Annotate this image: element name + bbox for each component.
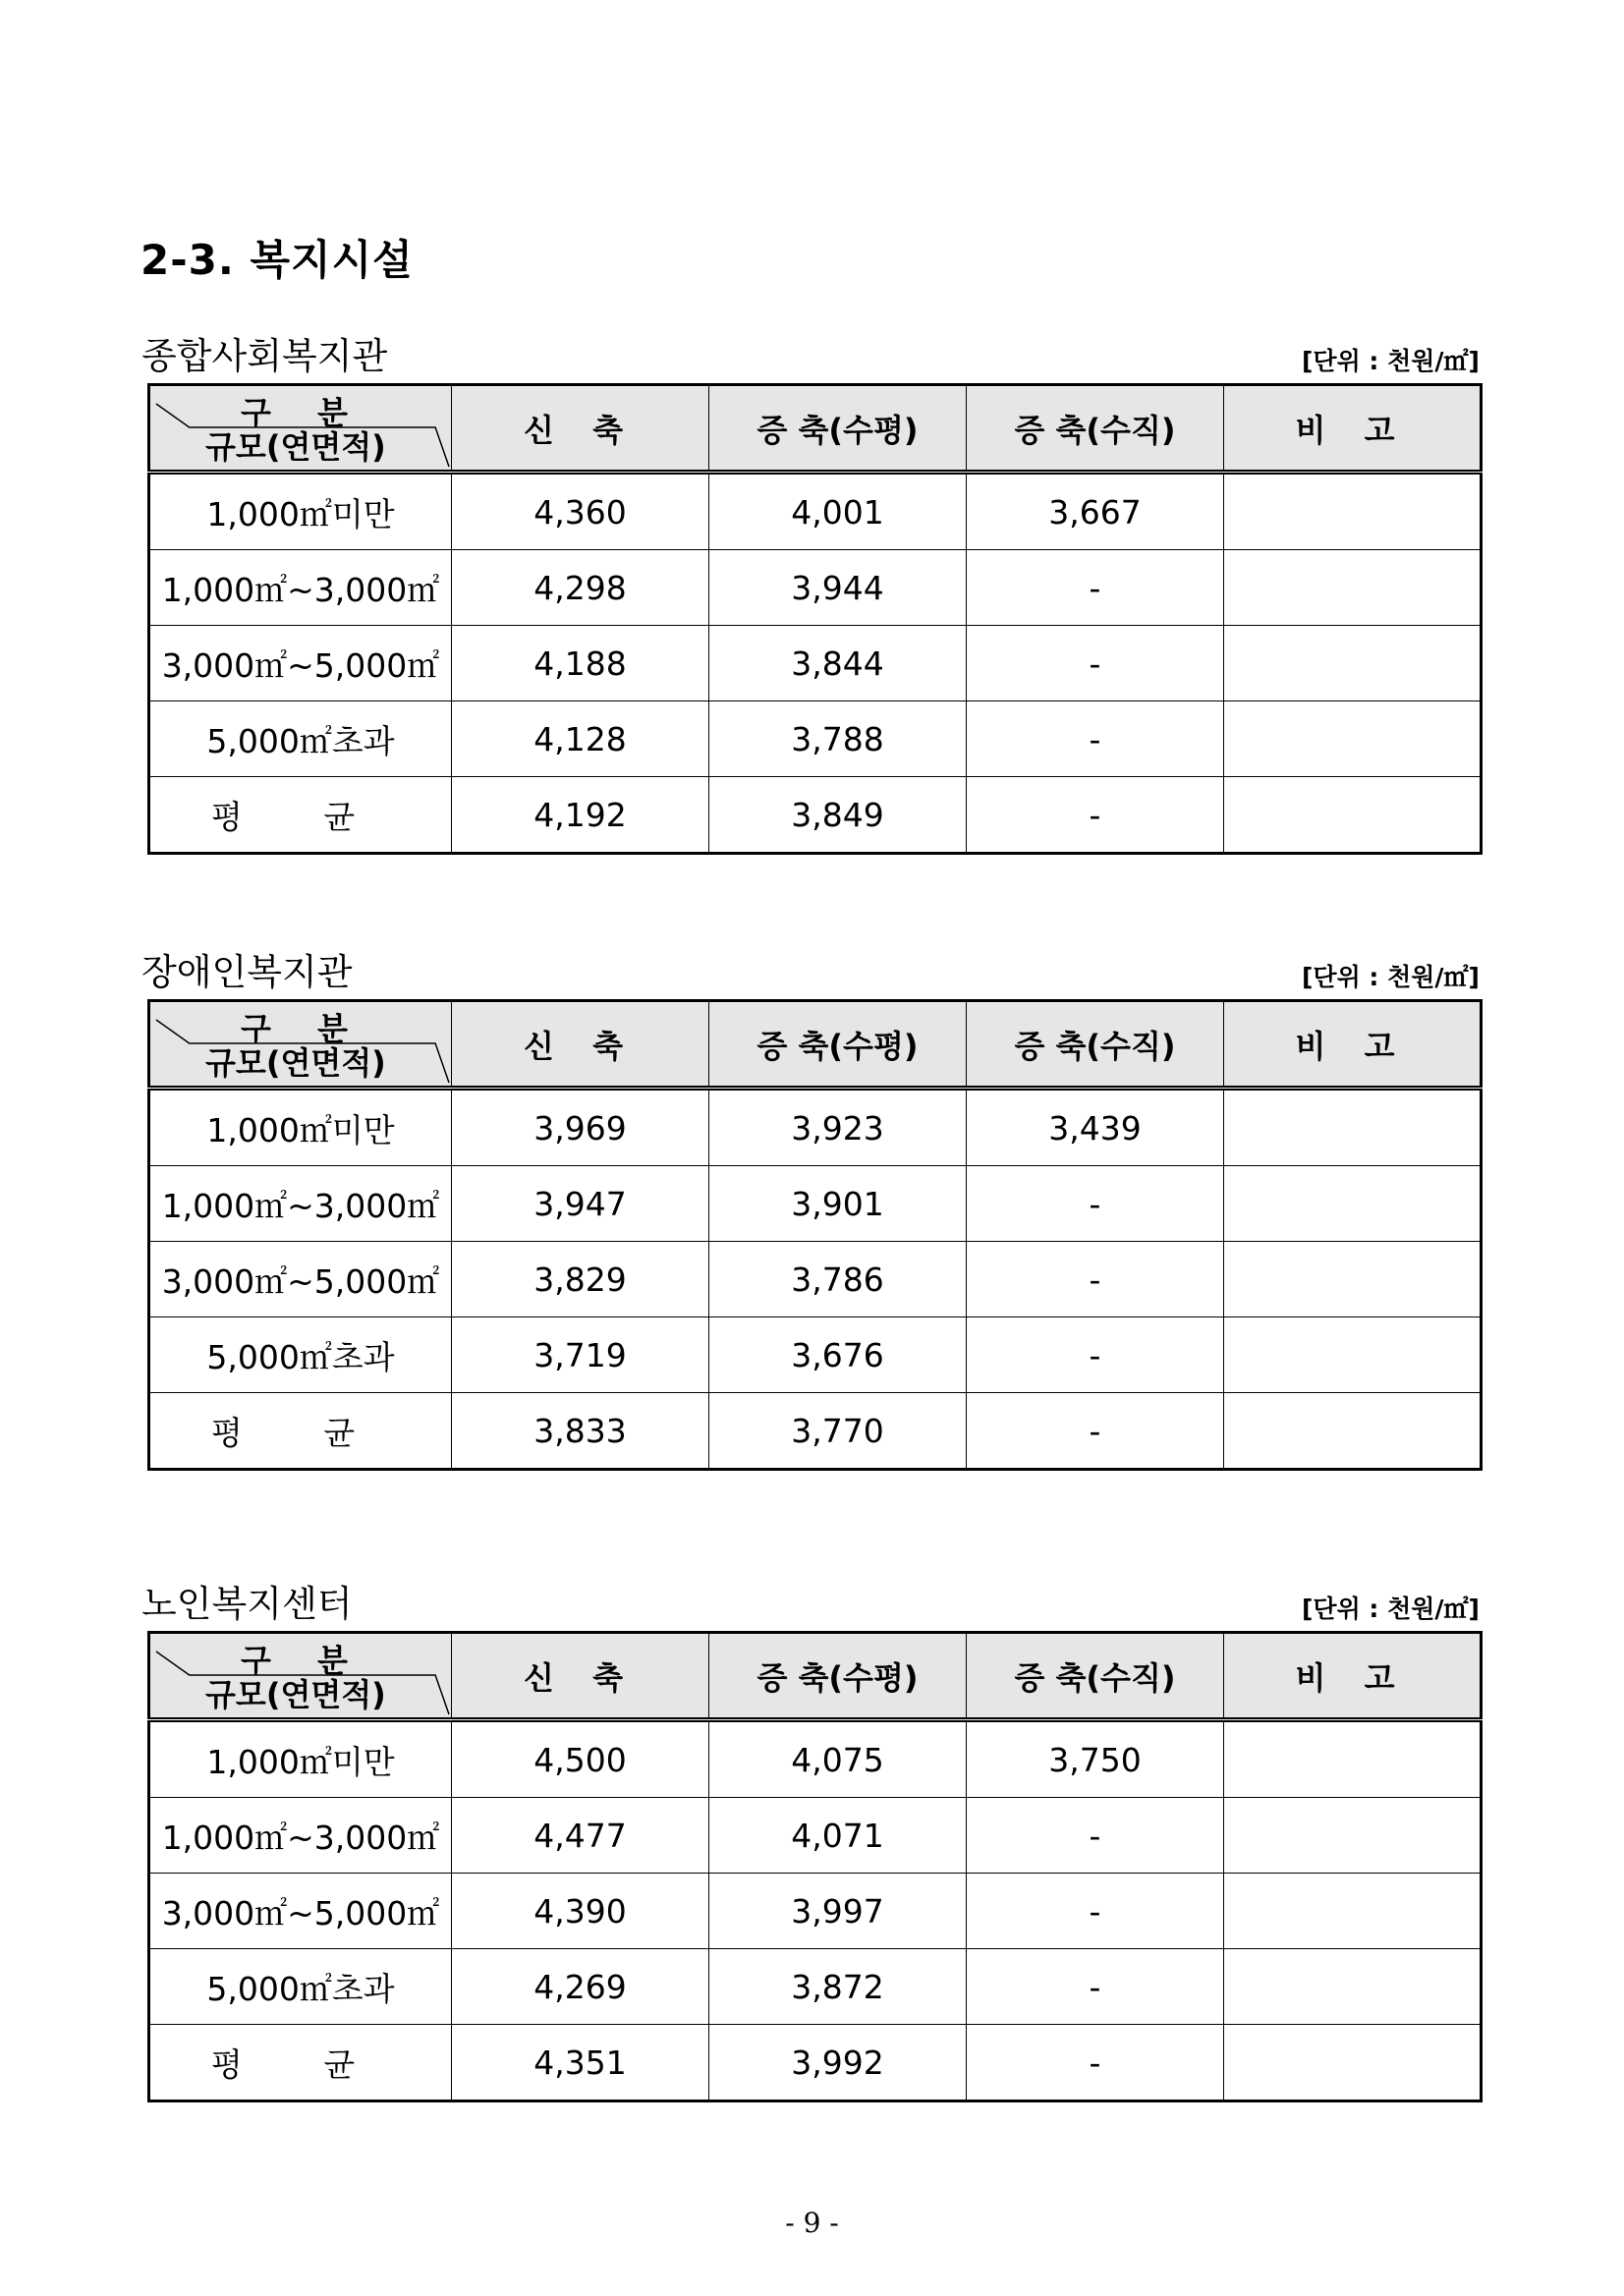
section-header: [141, 1582, 1480, 1631]
table-row: [149, 701, 1482, 777]
cell-new: 4,360: [452, 473, 709, 550]
diag-bottom-label: 규모(연면적): [205, 1676, 386, 1713]
table-row-average: [149, 1393, 1482, 1470]
page-number: - 9 -: [785, 2207, 839, 2239]
section-general-welfare: [141, 334, 1480, 855]
cell-vertical: -: [967, 1166, 1224, 1242]
row-label: 3,000㎡~5,000㎡: [149, 1242, 452, 1317]
cell-horizontal: 3,788: [709, 701, 967, 777]
cell-new: 3,947: [452, 1166, 709, 1242]
cell-vertical: 3,667: [967, 473, 1224, 550]
col-header-remarks: 비 고: [1224, 385, 1482, 473]
cell-vertical: -: [967, 1393, 1224, 1470]
cell-vertical: 3,750: [967, 1720, 1224, 1798]
cell-vertical: -: [967, 701, 1224, 777]
cell-horizontal: 4,001: [709, 473, 967, 550]
col-header-horizontal: 증 축(수평): [709, 1001, 967, 1089]
diagonal-header-cell: [149, 1633, 452, 1720]
row-label: 평 균: [149, 777, 452, 854]
cell-remarks: [1224, 1393, 1482, 1470]
cell-vertical: -: [967, 1949, 1224, 2025]
table-row: [149, 1720, 1482, 1798]
row-label: 3,000㎡~5,000㎡: [149, 626, 452, 701]
row-label: 평 균: [149, 1393, 452, 1470]
cell-new: 4,477: [452, 1798, 709, 1874]
table-row: [149, 1317, 1482, 1393]
section-disabled-welfare: [141, 950, 1480, 1471]
cell-new: 4,500: [452, 1720, 709, 1798]
cell-vertical: -: [967, 1874, 1224, 1949]
cell-vertical: -: [967, 550, 1224, 626]
diagonal-header-cell: [149, 385, 452, 473]
cost-table: [147, 999, 1483, 1471]
diag-top-label: 구 분: [241, 394, 365, 431]
col-header-horizontal: 증 축(수평): [709, 385, 967, 473]
table-header-row: [149, 1001, 1482, 1089]
table-row: [149, 1089, 1482, 1166]
table-header-row: [149, 385, 1482, 473]
cell-horizontal: 3,923: [709, 1089, 967, 1166]
cell-remarks: [1224, 473, 1482, 550]
col-header-horizontal: 증 축(수평): [709, 1633, 967, 1720]
cell-horizontal: 3,992: [709, 2025, 967, 2101]
diag-top-label: 구 분: [241, 1642, 365, 1679]
table-row: [149, 1949, 1482, 2025]
cell-remarks: [1224, 1720, 1482, 1798]
row-label: 1,000㎡~3,000㎡: [149, 1166, 452, 1242]
col-header-vertical: 증 축(수직): [967, 1001, 1224, 1089]
row-label: 1,000㎡~3,000㎡: [149, 1798, 452, 1874]
diag-bottom-label: 규모(연면적): [205, 428, 386, 466]
page-title: 2-3. 복지시설: [140, 236, 414, 284]
diagonal-header-cell: [149, 1001, 452, 1089]
cell-horizontal: 3,770: [709, 1393, 967, 1470]
cell-new: 4,192: [452, 777, 709, 854]
cell-new: 3,719: [452, 1317, 709, 1393]
table-row: [149, 1166, 1482, 1242]
cell-remarks: [1224, 701, 1482, 777]
col-header-vertical: 증 축(수직): [967, 385, 1224, 473]
cell-horizontal: 3,849: [709, 777, 967, 854]
cell-horizontal: 3,997: [709, 1874, 967, 1949]
unit-label: [단위 : 천원/㎡]: [1302, 347, 1480, 375]
unit-label: [단위 : 천원/㎡]: [1302, 963, 1480, 991]
row-label: 1,000㎡~3,000㎡: [149, 550, 452, 626]
table-row: [149, 473, 1482, 550]
cell-new: 4,269: [452, 1949, 709, 2025]
section-senior-welfare: [141, 1582, 1480, 2102]
section-header: [141, 334, 1480, 383]
cell-horizontal: 4,075: [709, 1720, 967, 1798]
cell-horizontal: 3,844: [709, 626, 967, 701]
cell-vertical: -: [967, 1317, 1224, 1393]
row-label: 5,000㎡초과: [149, 1317, 452, 1393]
cell-new: 3,833: [452, 1393, 709, 1470]
cell-vertical: 3,439: [967, 1089, 1224, 1166]
cell-remarks: [1224, 1317, 1482, 1393]
cell-new: 4,390: [452, 1874, 709, 1949]
section-title: 종합사회복지관: [141, 335, 388, 377]
cell-vertical: -: [967, 2025, 1224, 2101]
cell-remarks: [1224, 626, 1482, 701]
cost-table: [147, 1631, 1483, 2102]
row-label: 5,000㎡초과: [149, 701, 452, 777]
table-row: [149, 1242, 1482, 1317]
row-label: 3,000㎡~5,000㎡: [149, 1874, 452, 1949]
cell-new: 4,128: [452, 701, 709, 777]
section-header: [141, 950, 1480, 999]
col-header-vertical: 증 축(수직): [967, 1633, 1224, 1720]
cell-remarks: [1224, 550, 1482, 626]
cell-vertical: -: [967, 777, 1224, 854]
row-label: 1,000㎡미만: [149, 1720, 452, 1798]
row-label: 평 균: [149, 2025, 452, 2101]
section-title: 노인복지센터: [141, 1583, 353, 1625]
cell-new: 4,298: [452, 550, 709, 626]
diag-top-label: 구 분: [241, 1010, 365, 1047]
table-row-average: [149, 2025, 1482, 2101]
cell-remarks: [1224, 1949, 1482, 2025]
cell-horizontal: 3,872: [709, 1949, 967, 2025]
table-row: [149, 626, 1482, 701]
cell-remarks: [1224, 2025, 1482, 2101]
cell-new: 4,351: [452, 2025, 709, 2101]
table-row: [149, 550, 1482, 626]
table-row-average: [149, 777, 1482, 854]
col-header-new: 신 축: [452, 1001, 709, 1089]
row-label: 1,000㎡미만: [149, 1089, 452, 1166]
cell-remarks: [1224, 1166, 1482, 1242]
cell-horizontal: 3,786: [709, 1242, 967, 1317]
cost-table: [147, 383, 1483, 855]
row-label: 1,000㎡미만: [149, 473, 452, 550]
cell-new: 3,829: [452, 1242, 709, 1317]
cell-horizontal: 3,944: [709, 550, 967, 626]
cell-remarks: [1224, 1242, 1482, 1317]
cell-vertical: -: [967, 626, 1224, 701]
cell-remarks: [1224, 1798, 1482, 1874]
cell-remarks: [1224, 1089, 1482, 1166]
cell-new: 4,188: [452, 626, 709, 701]
col-header-remarks: 비 고: [1224, 1001, 1482, 1089]
cell-horizontal: 3,676: [709, 1317, 967, 1393]
row-label: 5,000㎡초과: [149, 1949, 452, 2025]
diag-bottom-label: 규모(연면적): [205, 1044, 386, 1082]
cell-vertical: -: [967, 1798, 1224, 1874]
col-header-new: 신 축: [452, 385, 709, 473]
col-header-remarks: 비 고: [1224, 1633, 1482, 1720]
col-header-new: 신 축: [452, 1633, 709, 1720]
cell-remarks: [1224, 1874, 1482, 1949]
cell-new: 3,969: [452, 1089, 709, 1166]
unit-label: [단위 : 천원/㎡]: [1302, 1595, 1480, 1623]
table-header-row: [149, 1633, 1482, 1720]
cell-horizontal: 3,901: [709, 1166, 967, 1242]
table-row: [149, 1798, 1482, 1874]
cell-horizontal: 4,071: [709, 1798, 967, 1874]
table-row: [149, 1874, 1482, 1949]
cell-vertical: -: [967, 1242, 1224, 1317]
section-title: 장애인복지관: [141, 951, 353, 993]
cell-remarks: [1224, 777, 1482, 854]
